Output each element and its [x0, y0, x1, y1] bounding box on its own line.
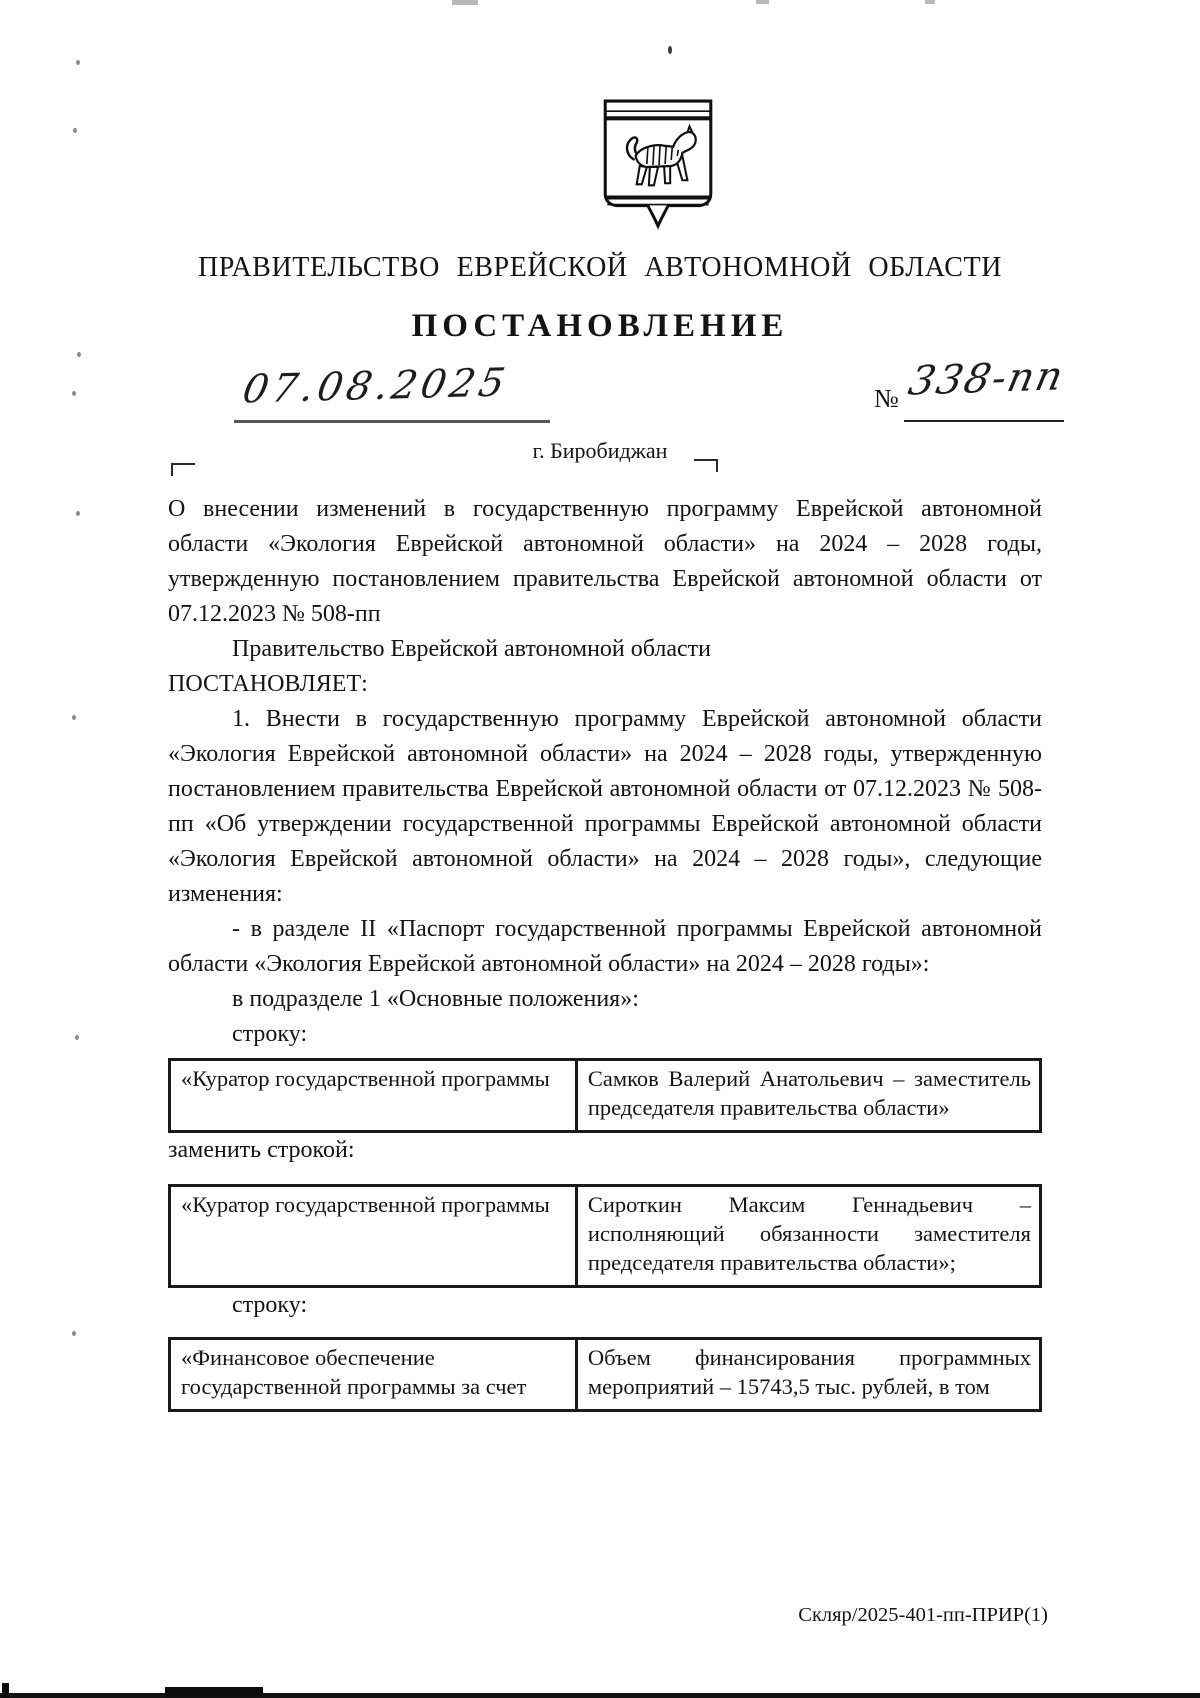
preamble: Правительство Еврейской автономной области — [232, 636, 712, 662]
scan-artifact — [77, 352, 81, 357]
date-number-line — [168, 353, 1069, 434]
date-underline — [234, 420, 550, 423]
subsection-line: в подразделе 1 «Основные положения»: — [232, 986, 639, 1012]
scan-artifact — [756, 0, 769, 4]
handwritten-date: 07.08.2025 — [239, 360, 513, 413]
crop-mark-left — [171, 463, 195, 476]
scan-artifact — [668, 46, 672, 54]
table-cell-parameter: «Финансовое обеспечение государственной программы за счет — [170, 1339, 577, 1411]
coat-of-arms-shield-icon — [601, 97, 715, 231]
table-cell-parameter: «Куратор государственной программы — [170, 1186, 577, 1287]
document-body — [168, 492, 1042, 1412]
table-cell-value: Объем финансирования программных мероприятий – 15743,5 тыс. рублей, в том — [576, 1339, 1040, 1411]
resolves-line: ПОСТАНОВЛЯЕТ: — [168, 671, 368, 697]
scan-artifact — [452, 0, 478, 5]
scan-edge-mark — [2, 1683, 9, 1698]
change-table-new-row — [168, 1184, 1042, 1288]
row-intro-2: строку: — [232, 1292, 308, 1318]
scan-artifact — [72, 715, 76, 720]
scan-artifact — [925, 0, 935, 4]
item-1-paragraph: 1. Внести в государственную программу Еврейской автономной области «Экология Еврейской автономной области» на 2024 – 2028 годы, утвержденную постановлением правительства Еврейской автономной области от 07.12.2023 № 508-пп «Об утверждении государственной программы Еврейской автономной области «Экология Еврейской автономной области» на 2024 – 2028 годы», следующие изменения: — [168, 706, 1042, 907]
number-sign: № — [874, 384, 899, 413]
coat-of-arms — [601, 97, 715, 231]
subject-paragraph: О внесении изменений в государственную программу Еврейской автономной области «Экология Еврейской автономной области» на 2024 – 2028 годы, утвержденную постановлением правительства Еврейской автономной области от 07.12.2023 № 508-пп — [168, 496, 1042, 627]
item-1-sub-paragraph: - в разделе II «Паспорт государственной программы Еврейской автономной области «Экология Еврейской автономной области» на 2024 – 2028 годы»: — [168, 916, 1042, 977]
table-cell-value: Самков Валерий Анатольевич – заместитель председателя правительства области» — [576, 1060, 1040, 1132]
change-table-old-row — [168, 1058, 1042, 1133]
row-intro-1: строку: — [232, 1021, 308, 1047]
table-row — [170, 1060, 1041, 1132]
table-row — [170, 1186, 1041, 1287]
authority-title: ПРАВИТЕЛЬСТВО ЕВРЕЙСКОЙ АВТОНОМНОЙ ОБЛАСТИ — [197, 252, 1003, 283]
document-type-title: ПОСТАНОВЛЕНИЕ — [411, 308, 789, 344]
scan-artifact — [76, 60, 80, 65]
table-cell-parameter: «Куратор государственной программы — [170, 1060, 577, 1132]
table-row — [170, 1339, 1041, 1411]
city-line: г. Биробиджан — [532, 438, 668, 463]
scan-edge-blob — [165, 1687, 263, 1697]
change-table-finance-row — [168, 1337, 1042, 1412]
table-cell-value: Сироткин Максим Геннадьевич – исполняющий обязанности заместителя председателя правительства области»; — [576, 1186, 1040, 1287]
number-underline — [904, 420, 1064, 422]
footer-reference: Скляр/2025-401-пп-ПРИР(1) — [798, 1604, 1048, 1626]
replace-with-label: заменить строкой: — [168, 1137, 355, 1163]
scan-artifact — [75, 1035, 79, 1040]
scan-artifact — [72, 391, 76, 396]
handwritten-number: 338-пп — [904, 353, 1069, 405]
scan-artifact — [76, 511, 80, 516]
scan-artifact — [72, 1331, 76, 1336]
scan-artifact — [73, 128, 77, 133]
crop-mark-right — [694, 459, 718, 472]
